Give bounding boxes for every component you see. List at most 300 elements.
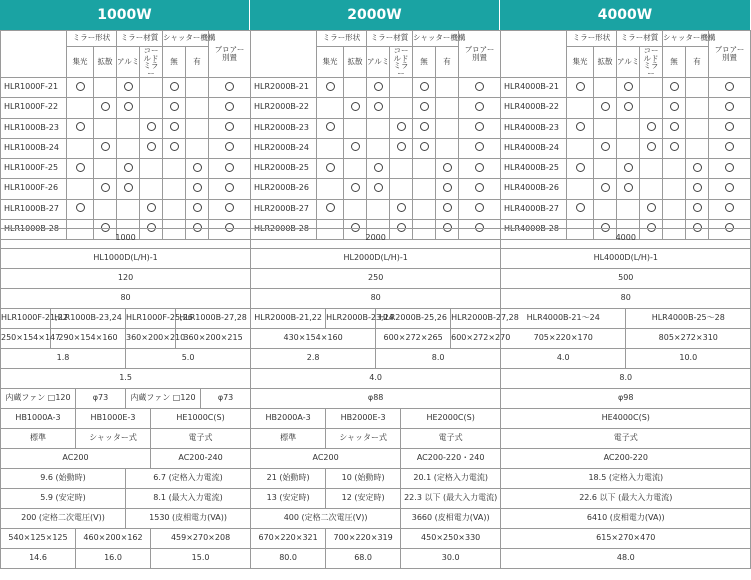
lamphouse-4000: HL4000D(L/H)-1 [501, 249, 751, 269]
circle-mark [367, 78, 390, 98]
circle-mark [209, 78, 251, 98]
spec-cell: AC200-220 [501, 449, 751, 469]
spec-cell: 22.6 以下 (最大入力電流) [501, 489, 751, 509]
circle-mark [390, 138, 413, 158]
spec-cell: HLR4000B-21〜24 [501, 309, 626, 329]
circle-mark [567, 199, 594, 219]
circle-icon [624, 102, 633, 111]
circle-icon [475, 122, 484, 131]
empty-cell [594, 118, 617, 138]
circle-mark [140, 138, 163, 158]
circle-icon [225, 163, 234, 172]
mirror-material-header: ミラー材質 [117, 31, 163, 47]
model-name: HLR4000B-22 [501, 98, 567, 118]
circle-icon [725, 142, 734, 151]
empty-cell [390, 78, 413, 98]
circle-mark [209, 199, 251, 219]
circle-mark [436, 199, 459, 219]
circle-icon [225, 203, 234, 212]
circle-icon [475, 102, 484, 111]
spec-cell: 電子式 [501, 429, 751, 449]
lamphouse-1000: HL1000D(L/H)-1 [1, 249, 251, 269]
circle-icon [147, 203, 156, 212]
circle-icon [624, 82, 633, 91]
diffuse-header: 拡散 [594, 47, 617, 78]
circle-mark [594, 138, 617, 158]
model-name: HLR4000B-21 [501, 78, 567, 98]
spec-cell: HE1000C(S) [151, 409, 251, 429]
empty-cell [390, 98, 413, 118]
circle-icon [170, 142, 179, 151]
empty-cell [317, 98, 344, 118]
model-matrix-table [0, 30, 751, 240]
spec-cell: 8.0 [501, 369, 751, 389]
spec-cell: HLR2000B-25,26 [376, 309, 451, 329]
spec-cell: 250×154×147 [1, 329, 51, 349]
spec-cell: HLR2000B-21,22 [251, 309, 326, 329]
circle-mark [413, 138, 436, 158]
circle-mark [413, 98, 436, 118]
circle-icon [647, 142, 656, 151]
aluminum-header: アルミ [367, 47, 390, 78]
circle-icon [576, 203, 585, 212]
empty-cell [663, 159, 686, 179]
spec-cell: 540×125×125 [1, 529, 76, 549]
spec-cell: 18.5 (定格入力電流) [501, 469, 751, 489]
circle-mark [459, 138, 501, 158]
empty-cell [317, 179, 344, 199]
diffuse-header: 拡散 [94, 47, 117, 78]
circle-mark [459, 98, 501, 118]
circle-mark [163, 118, 186, 138]
spec-cell: 30.0 [401, 549, 501, 569]
circle-icon [475, 183, 484, 192]
circle-icon [420, 142, 429, 151]
circle-mark [663, 118, 686, 138]
blower-header: ブロアー 別置 [459, 31, 501, 78]
circle-mark [709, 118, 751, 138]
mirror-material-header: ミラー材質 [617, 31, 663, 47]
spec-cell: HLR2000B-27,28 [451, 309, 501, 329]
empty-cell [617, 118, 640, 138]
circle-mark [117, 179, 140, 199]
circle-mark [117, 78, 140, 98]
circle-icon [374, 183, 383, 192]
circle-mark [117, 159, 140, 179]
group-title-2000w: 2000W [250, 0, 500, 30]
empty-cell [67, 98, 94, 118]
circle-mark [617, 78, 640, 98]
circle-mark [94, 138, 117, 158]
model-name: HLR1000F-21 [1, 78, 67, 98]
circle-icon [601, 183, 610, 192]
spec-cell: HLR1000B-23,24 [51, 309, 126, 329]
model-name: HLR2000B-27 [251, 199, 317, 219]
spec-cell: 5.9 (安定時) [1, 489, 126, 509]
circle-mark [617, 98, 640, 118]
circle-mark [686, 179, 709, 199]
spec-cell: 21 (始動時) [251, 469, 326, 489]
circle-icon [397, 122, 406, 131]
spec-cell: HE4000C(S) [501, 409, 751, 429]
power-2000: 2000 [251, 229, 501, 249]
empty-cell [344, 159, 367, 179]
circle-mark [390, 199, 413, 219]
spec-cell: 600×272×270 [451, 329, 501, 349]
empty-cell [413, 179, 436, 199]
circle-mark [367, 179, 390, 199]
circle-mark [594, 179, 617, 199]
diffuse-header: 拡散 [344, 47, 367, 78]
circle-icon [443, 183, 452, 192]
circle-icon [351, 102, 360, 111]
circle-mark [94, 179, 117, 199]
circle-mark [709, 98, 751, 118]
aluminum-header: アルミ [117, 47, 140, 78]
spec-cell: 標準 [1, 429, 76, 449]
spec-cell: φ88 [251, 389, 501, 409]
model-name: HLR1000F-25 [1, 159, 67, 179]
circle-mark [344, 179, 367, 199]
empty-cell [186, 138, 209, 158]
shutter-none-header: 無 [413, 47, 436, 78]
spec-cell: 10.0 [626, 349, 751, 369]
empty-cell [140, 159, 163, 179]
blower-header: ブロアー 別置 [209, 31, 251, 78]
circle-icon [576, 82, 585, 91]
shutter-header: シャッター機構 [413, 31, 459, 47]
circle-mark [163, 138, 186, 158]
empty-cell [594, 159, 617, 179]
power-1000: 1000 [1, 229, 251, 249]
circle-icon [693, 163, 702, 172]
spec-cell: 250 [251, 269, 501, 289]
shutter-have-header: 有 [186, 47, 209, 78]
spec-cell: シャッター式 [326, 429, 401, 449]
mirror-shape-header: ミラー形状 [567, 31, 617, 47]
circle-icon [601, 102, 610, 111]
circle-mark [186, 179, 209, 199]
spec-cell: HB2000E-3 [326, 409, 401, 429]
model-name: HLR4000B-26 [501, 179, 567, 199]
spec-cell: φ73 [76, 389, 126, 409]
circle-icon [475, 82, 484, 91]
spec-cell: 80 [1, 289, 251, 309]
spec-cell: 460×200×162 [76, 529, 151, 549]
circle-icon [326, 82, 335, 91]
circle-mark [640, 118, 663, 138]
model-name: HLR1000F-26 [1, 179, 67, 199]
circle-mark [67, 159, 94, 179]
circle-mark [67, 199, 94, 219]
mirror-shape-header: ミラー形状 [67, 31, 117, 47]
circle-icon [693, 183, 702, 192]
circle-mark [709, 78, 751, 98]
spec-cell: 68.0 [326, 549, 401, 569]
circle-icon [374, 102, 383, 111]
empty-cell [640, 98, 663, 118]
circle-icon [76, 163, 85, 172]
model-name: HLR1000B-27 [1, 199, 67, 219]
circle-icon [76, 203, 85, 212]
spec-cell: HLR4000B-25〜28 [626, 309, 751, 329]
empty-cell [567, 138, 594, 158]
model-name: HLR2000B-25 [251, 159, 317, 179]
circle-mark [663, 78, 686, 98]
mirror-material-header: ミラー材質 [367, 31, 413, 47]
empty-cell [117, 118, 140, 138]
circle-icon [225, 183, 234, 192]
circle-mark [686, 159, 709, 179]
spec-cell: 615×270×470 [501, 529, 751, 549]
empty-cell [117, 138, 140, 158]
spec-cell: 内蔵ファン □120 [1, 389, 76, 409]
mirror-shape-header: ミラー形状 [317, 31, 367, 47]
circle-icon [725, 122, 734, 131]
circle-mark [67, 118, 94, 138]
circle-icon [420, 102, 429, 111]
empty-cell [367, 118, 390, 138]
circle-icon [76, 122, 85, 131]
empty-cell [186, 98, 209, 118]
empty-cell [344, 118, 367, 138]
circle-icon [124, 183, 133, 192]
circle-icon [101, 183, 110, 192]
blank-header [251, 31, 317, 78]
empty-cell [163, 159, 186, 179]
empty-cell [163, 199, 186, 219]
spec-cell: 13 (安定時) [251, 489, 326, 509]
empty-cell [94, 118, 117, 138]
circle-mark [686, 199, 709, 219]
circle-mark [459, 118, 501, 138]
circle-icon [374, 163, 383, 172]
circle-mark [117, 98, 140, 118]
model-name: HLR2000B-26 [251, 179, 317, 199]
circle-mark [640, 199, 663, 219]
shutter-none-header: 無 [163, 47, 186, 78]
model-name: HLR2000B-21 [251, 78, 317, 98]
circle-icon [101, 142, 110, 151]
model-name: HLR4000B-25 [501, 159, 567, 179]
model-name: HLR1000B-23 [1, 118, 67, 138]
circle-icon [170, 102, 179, 111]
circle-mark [459, 179, 501, 199]
circle-icon [147, 122, 156, 131]
spec-cell: 600×272×265 [376, 329, 451, 349]
spec-table [0, 228, 751, 569]
circle-mark [567, 78, 594, 98]
circle-icon [326, 203, 335, 212]
circle-icon [475, 203, 484, 212]
empty-cell [186, 118, 209, 138]
spec-cell: 360×200×210 [126, 329, 176, 349]
empty-cell [413, 159, 436, 179]
empty-cell [163, 179, 186, 199]
circle-icon [624, 183, 633, 192]
spec-cell: 5.0 [126, 349, 251, 369]
spec-cell: HB2000A-3 [251, 409, 326, 429]
spec-cell: 1.8 [1, 349, 126, 369]
empty-cell [367, 199, 390, 219]
circle-icon [225, 82, 234, 91]
empty-cell [640, 159, 663, 179]
circle-mark [317, 118, 344, 138]
circle-mark [367, 98, 390, 118]
lamphouse-2000: HL2000D(L/H)-1 [251, 249, 501, 269]
empty-cell [640, 78, 663, 98]
spec-cell: 80 [251, 289, 501, 309]
circle-mark [663, 98, 686, 118]
spec-cell: 360×200×215 [176, 329, 251, 349]
spec-cell: 2.8 [251, 349, 376, 369]
spec-cell: HE2000C(S) [401, 409, 501, 429]
circle-icon [76, 82, 85, 91]
spec-cell: 内蔵ファン □120 [126, 389, 201, 409]
circle-icon [326, 163, 335, 172]
circle-icon [397, 142, 406, 151]
spec-cell: 1530 (皮相電力(VA)) [126, 509, 251, 529]
spec-cell: 8.0 [376, 349, 501, 369]
circle-mark [186, 159, 209, 179]
circle-icon [647, 203, 656, 212]
empty-cell [390, 179, 413, 199]
model-name: HLR2000B-24 [251, 138, 317, 158]
model-name: HLR4000B-28 [501, 219, 567, 239]
empty-cell [367, 138, 390, 158]
circle-icon [193, 183, 202, 192]
empty-cell [390, 159, 413, 179]
empty-cell [140, 78, 163, 98]
circle-mark [163, 78, 186, 98]
circle-icon [193, 203, 202, 212]
empty-cell [686, 78, 709, 98]
empty-cell [117, 199, 140, 219]
spec-cell: 10 (始動時) [326, 469, 401, 489]
circle-mark [186, 199, 209, 219]
group-title-1000w: 1000W [0, 0, 250, 30]
power-4000: 4000 [501, 229, 751, 249]
empty-cell [94, 199, 117, 219]
circle-mark [390, 118, 413, 138]
model-name: HLR4000B-24 [501, 138, 567, 158]
circle-mark [209, 138, 251, 158]
spec-cell: 電子式 [151, 429, 251, 449]
spec-cell: 705×220×170 [501, 329, 626, 349]
circle-mark [567, 159, 594, 179]
spec-cell: 700×220×319 [326, 529, 401, 549]
spec-cell: 48.0 [501, 549, 751, 569]
spec-cell: 290×154×160 [51, 329, 126, 349]
circle-mark [344, 98, 367, 118]
circle-icon [225, 122, 234, 131]
group-header-bar [0, 0, 750, 30]
circle-icon [147, 142, 156, 151]
spec-cell: 80.0 [251, 549, 326, 569]
circle-icon [326, 122, 335, 131]
spec-cell: 4.0 [251, 369, 501, 389]
cold-mirror-header: コールド ミラー [140, 47, 163, 78]
aluminum-header: アルミ [617, 47, 640, 78]
empty-cell [186, 78, 209, 98]
empty-cell [663, 179, 686, 199]
focus-header: 集光 [67, 47, 94, 78]
spec-cell: HLR1000B-27,28 [176, 309, 251, 329]
spec-cell: 459×270×208 [151, 529, 251, 549]
circle-icon [443, 203, 452, 212]
spec-cell: 120 [1, 269, 251, 289]
circle-mark [317, 78, 344, 98]
circle-mark [209, 179, 251, 199]
spec-cell: 6.7 (定格入力電流) [126, 469, 251, 489]
spec-cell: 14.6 [1, 549, 76, 569]
circle-icon [225, 102, 234, 111]
circle-mark [317, 199, 344, 219]
blower-header: ブロアー 別置 [709, 31, 751, 78]
circle-icon [170, 82, 179, 91]
empty-cell [567, 179, 594, 199]
focus-header: 集光 [567, 47, 594, 78]
circle-icon [725, 203, 734, 212]
spec-cell: 22.3 以下 (最大入力電流) [401, 489, 501, 509]
empty-cell [567, 98, 594, 118]
spec-cell: 805×272×310 [626, 329, 751, 349]
circle-mark [140, 118, 163, 138]
circle-icon [725, 163, 734, 172]
circle-icon [670, 82, 679, 91]
blank-header [1, 31, 67, 78]
circle-icon [397, 203, 406, 212]
spec-cell: 15.0 [151, 549, 251, 569]
shutter-header: シャッター機構 [663, 31, 709, 47]
empty-cell [663, 199, 686, 219]
empty-cell [67, 179, 94, 199]
spec-cell: HB1000A-3 [1, 409, 76, 429]
empty-cell [640, 179, 663, 199]
spec-cell: 電子式 [401, 429, 501, 449]
empty-cell [94, 78, 117, 98]
circle-icon [725, 82, 734, 91]
empty-cell [686, 138, 709, 158]
model-group: HLR1000F-21,22 [1, 309, 51, 329]
circle-mark [140, 199, 163, 219]
empty-cell [686, 118, 709, 138]
empty-cell [140, 179, 163, 199]
spec-cell: 6410 (皮相電力(VA)) [501, 509, 751, 529]
circle-mark [459, 159, 501, 179]
empty-cell [140, 98, 163, 118]
circle-mark [413, 118, 436, 138]
circle-icon [124, 102, 133, 111]
circle-icon [225, 142, 234, 151]
circle-mark [209, 159, 251, 179]
shutter-have-header: 有 [686, 47, 709, 78]
spec-cell: 8.1 (最大入力電流) [126, 489, 251, 509]
spec-cell: 430×154×160 [251, 329, 376, 349]
spec-cell: 400 (定格二次電圧(V)) [251, 509, 401, 529]
circle-icon [443, 163, 452, 172]
empty-cell [94, 159, 117, 179]
circle-mark [459, 199, 501, 219]
empty-cell [617, 138, 640, 158]
empty-cell [594, 78, 617, 98]
circle-mark [163, 98, 186, 118]
circle-mark [459, 78, 501, 98]
circle-icon [374, 82, 383, 91]
circle-mark [709, 159, 751, 179]
spec-cell: 3660 (皮相電力(VA)) [401, 509, 501, 529]
circle-mark [709, 179, 751, 199]
